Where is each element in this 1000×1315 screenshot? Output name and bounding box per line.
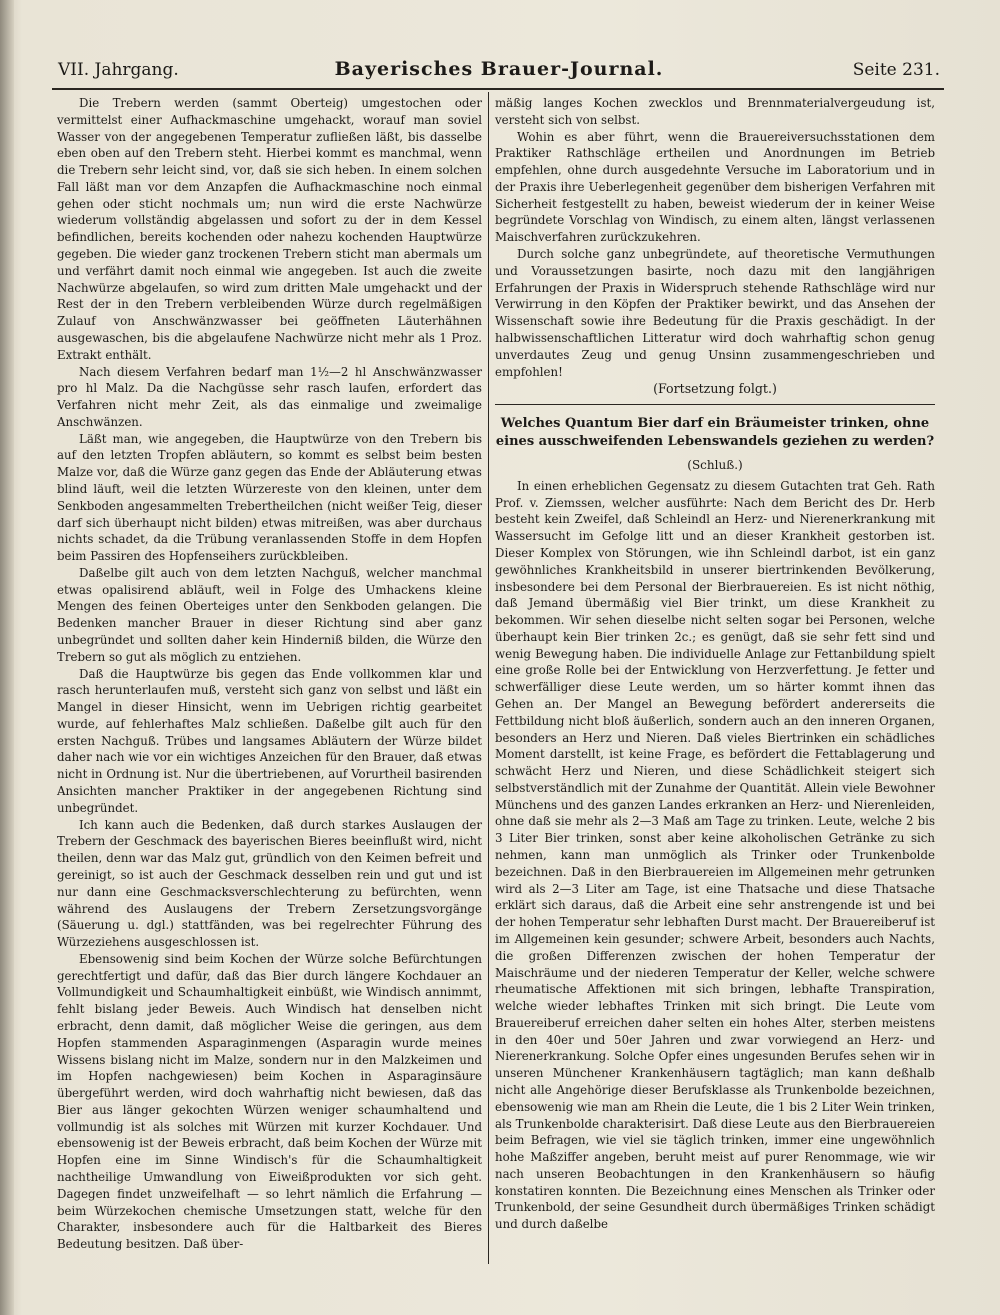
paragraph: Die Trebern werden (sammt Oberteig) umgestochen oder vermittelst einer Aufhackmaschine umgehackt, worauf man soviel Wasser von der angegebenen Temperatur zufließen läßt, bis dasselbe eben oben auf den Trebern steht. Hierbei kommt es manchmal, wenn die Trebern sehr leicht sind, vor, daß sie sich heben. In einem solchen Fall läßt man vor dem Anzapfen die Aufhackmaschine noch einmal gehen oder sticht nochmals um; nun wird die erste Nachwürze wiederum vollständig abgelassen und sofort zu der in dem Kessel befindlichen, bereits kochenden oder nahezu kochenden Hauptwürze gegeben. Die wieder ganz trockenen Trebern sticht man abermals um und verfährt damit noch einmal wie angegeben. Ist auch die zweite Nachwürze abgelaufen, so wird zum dritten Male umgehackt und der Rest der in den Trebern verbleibenden Würze durch regelmäßigen Zulauf von Anschwänzwasser bei geöffneten Läuterhähnen ausgewaschen, bis die abgelaufene Nachwürze nicht mehr als 1 Proz. Extrakt enthält. xyxy=(57,96,482,362)
journal-title: Bayerisches Brauer-Journal. xyxy=(334,58,664,80)
paragraph: In einen erheblichen Gegensatz zu diesem Gutachten trat Geh. Rath Prof. v. Ziemssen, welcher ausführte: Nach dem Bericht des Dr. Herb besteht kein Zweifel, daß Schleindl an Herz- und Nierenerkrankung mit Wassersucht im Gefolge litt und an dieser Krankheit gestorben ist. Dieser Komplex von Störungen, wie ihn Schleindl darbot, ist ein ganz gewöhnliches Krankheitsbild in unserer biertrinkenden Bevölkerung, insbesondere bei dem Personal der Bierbrauereien. Es ist nicht nöthig, daß Jemand übermäßig viel Bier trinkt, um diese Krankheit zu bekommen. Wir sehen dieselbe nicht selten sogar bei Personen, welche überhaupt kein Bier trinken 2c.; es genügt, daß sie sehr fett sind und wenig Bewegung haben. Die individuelle Anlage zur Fettanbildung spielt eine große Rolle bei der Entwicklung von Herzverfettung. Je fetter und schwerfälliger diese Leute werden, um so härter kommt ihnen das Gehen an. Der Mangel an Bewegung befördert andererseits die Fettbildung nicht bloß äußerlich, sondern auch an den inneren Organen, besonders an Herz und Nieren. Daß vieles Biertrinken ein schädliches Moment darstellt, ist keine Frage, es befördert die Fettablagerung und schwächt Herz und Nieren, und diese Schädlichkeit steigert sich selbstverständlich mit der Zunahme der Quantität. Allein viele Bewohner Münchens und des ganzen Landes erkranken an Herz- und Nierenleiden, ohne daß sie mehr als 2—3 Maß am Tage zu trinken. Leute, welche 2 bis 3 Liter Bier trinken, sonst aber keine alkoholischen Getränke zu sich nehmen, kann man unmöglich als Trinker oder Trunkenbolde bezeichnen. Daß in den Bierbrauereien im Allgemeinen mehr getrunken wird als 2—3 Liter am Tage, ist eine Thatsache und diese Thatsache erklärt sich daraus, daß die Arbeit eine sehr anstrengende ist und bei der hohen Temperatur sehr lebhaften Durst macht. Der Brauereiberuf ist im Allgemeinen kein gesunder; schwere Arbeit, besonders auch Nachts, die großen Differenzen zwischen der hohen Temperatur der Maischräume und der niederen Temperatur der Keller, welche schwere rheumatische Affektionen mit sich bringen, lebhafte Transpiration, welche wieder lebhaftes Trinken mit sich bringt. Die Leute vom Brauereiberuf erreichen daher selten ein hohes Alter, sterben meistens in den 40er und 50er Jahren und zwar vorwiegend an Herz- und Nierenerkrankung. Solche Opfer eines ungesunden Berufes sehen wir in unseren Münchener Krankenhäusern tagtäglich; man kann deßhalb nicht alle Angehörige dieser Berufsklasse als Trunkenbolde bezeichnen, ebensowenig wie man am Rhein die Leute, die 1 bis 2 Liter Wein trinken, als Trunkenbolde charakterisirt. Daß diese Leute aus den Bierbrauereien beim Befragen, wie viel sie täglich trinken, immer eine ungewöhnlich hohe Maßziffer angeben, beruht meist auf purer Renommage, wie wir nach unseren Beobachtungen in den Krankenhäusern so häufig konstatiren konnten. Die Bezeichnung eines Menschen als Trinker oder Trunkenbold, der seine Gesundheit durch übermäßiges Trinken schädigt und durch daßelbe xyxy=(495,478,935,1232)
paragraph: Daßelbe gilt auch von dem letzten Nachguß, welcher manchmal etwas opalisirend abläuft, weil in Folge des Umhackens kleine Mengen des feinen Oberteiges unter den Senkboden gelangen. Die Bedenken mancher Brauer in dieser Richtung sind aber ganz unbegründet und sollten daher kein Hinderniß bilden, die Würze den Trebern so gut als möglich zu entziehen. xyxy=(57,565,482,664)
paragraph: Ich kann auch die Bedenken, daß durch starkes Auslaugen der Trebern der Geschmack des bayerischen Bieres beeinflußt wird, nicht theilen, denn war das Malz gut, gründlich von den Keimen befreit und gereinigt, so ist auch der Geschmack desselben rein und gut und ist nur dann eine Geschmacksverschlechterung zu befürchten, wenn während des Auslaugens der Trebern Zersetzungsvorgänge (Säuerung u. dgl.) stattfänden, was bei regelrechter Führung des Würzeziehens ausgeschlossen ist. xyxy=(57,817,482,950)
binding-gutter xyxy=(0,0,14,1315)
right-column xyxy=(495,95,935,1233)
header-rule xyxy=(52,88,944,90)
article-separator xyxy=(495,404,935,405)
article-subtitle: (Schluß.) xyxy=(687,458,743,473)
article-title: Welches Quantum Bier darf ein Bräumeister trinken, ohne eines ausschweifenden Lebenswandels geziehen zu werden? xyxy=(495,416,935,450)
paragraph: mäßig langes Kochen zwecklos und Brennmaterialvergeudung ist, versteht sich von selbst. xyxy=(495,96,935,127)
paragraph: Durch solche ganz unbegründete, auf theoretische Vermuthungen und Voraussetzungen basirte, noch dazu mit den langjährigen Erfahrungen der Praxis in Widerspruch stehende Rathschläge wird nur Verwirrung in den Köpfen der Praktiker bewirkt, und das Ansehen der Wissenschaft sowie ihre Bedeutung für die Praxis geschädigt. In der halbwissenschaftlichen Litteratur wird doch wahrhaftig schon genug unverdautes Zeug und genug Unsinn zusammengeschrieben und empfohlen! xyxy=(495,247,935,379)
paragraph: Ebensowenig sind beim Kochen der Würze solche Befürchtungen gerechtfertigt und dafür, daß das Bier durch längere Kochdauer an Vollmundigkeit und Schaumhaltigkeit einbüßt, wie Windisch annimmt, fehlt bislang jeder Beweis. Auch Windisch hat denselben nicht erbracht, denn damit, daß möglicher Weise die geringen, aus dem Hopfen stammenden Asparaginmengen (Asparagin wurde meines Wissens bislang nicht im Malze, sondern nur in den Malzkeimen und im Hopfen nachgewiesen) beim Kochen in Asparaginsäure übergeführt werden, wird doch wahrhaftig nicht bewiesen, daß das Bier aus länger gekochten Würzen weniger schaumhaltend und vollmundig ist als solches mit Würzen mit kurzer Kochdauer. Und ebensowenig ist der Beweis erbracht, daß beim Kochen der Würze mit Hopfen eine im Sinne Windisch's für die Schaumhaltigkeit nachtheilige Umwandlung von Eiweißprodukten vor sich geht. Dagegen findet unzweifelhaft — so lehrt nämlich die Erfahrung — beim Würzekochen chemische Umsetzungen statt, welche für den Charakter, insbesondere auch für die Haltbarkeit des Bieres Bedeutung besitzen. Daß über- xyxy=(57,951,482,1252)
paragraph: Daß die Hauptwürze bis gegen das Ende vollkommen klar und rasch herunterlaufen muß, versteht sich ganz von selbst und läßt ein Mangel in dieser Hinsicht, wenn im Uebrigen richtig gearbeitet wurde, auf fehlerhaftes Malz schließen. Daßelbe gilt auch für den ersten Nachguß. Trübes und langsames Abläutern der Würze bildet daher nach wie vor ein wichtiges Anzeichen für den Brauer, daß etwas nicht in Ordnung ist. Nur die übertriebenen, auf Vorurtheil basirenden Ansichten mancher Praktiker in der angegebenen Richtung sind unbegründet. xyxy=(57,666,482,815)
continuation-note: (Fortsetzung folgt.) xyxy=(653,381,777,397)
paragraph: Wohin es aber führt, wenn die Brauereiversuchsstationen dem Praktiker Rathschläge ertheilen und Anordnungen im Betrieb empfehlen, ohne durch ausgedehnte Versuche im Laboratorium und in der Praxis ihre Ueberlegenheit gegenüber dem bisherigen Verfahren mit Sicherheit festgestellt zu haben, beweist wiederum der in keiner Weise begründete Vorschlag von Windisch, zu einem alten, längst verlassenen Maischverfahren zurückzukehren. xyxy=(495,129,935,245)
column-divider xyxy=(488,92,489,1264)
page-header xyxy=(58,56,940,88)
volume-label: VII. Jahrgang. xyxy=(58,60,179,80)
left-column xyxy=(57,95,482,1253)
paragraph: Läßt man, wie angegeben, die Hauptwürze von den Trebern bis auf den letzten Tropfen abläutern, so kommt es selbst beim besten Malze vor, daß die Würze ganz gegen das Ende der Abläuterung etwas blind läuft, weil die letzten Würzereste von den kleinen, unter dem Senkboden angesammelten Trebertheilchen (nicht weißer Teig, dieser darf sich überhaupt nicht bilden) etwas mitreißen, was aber durchaus nichts schadet, da die Trübung veranlassenden Stoffe in dem Hopfen beim Passiren des Hopfenseihers zurückbleiben. xyxy=(57,431,482,564)
page-number: Seite 231. xyxy=(852,60,940,80)
paragraph: Nach diesem Verfahren bedarf man 1½—2 hl Anschwänzwasser pro hl Malz. Da die Nachgüsse sehr rasch laufen, erfordert das Verfahren nicht mehr Zeit, als das einmalige und zweimalige Anschwänzen. xyxy=(57,364,482,429)
